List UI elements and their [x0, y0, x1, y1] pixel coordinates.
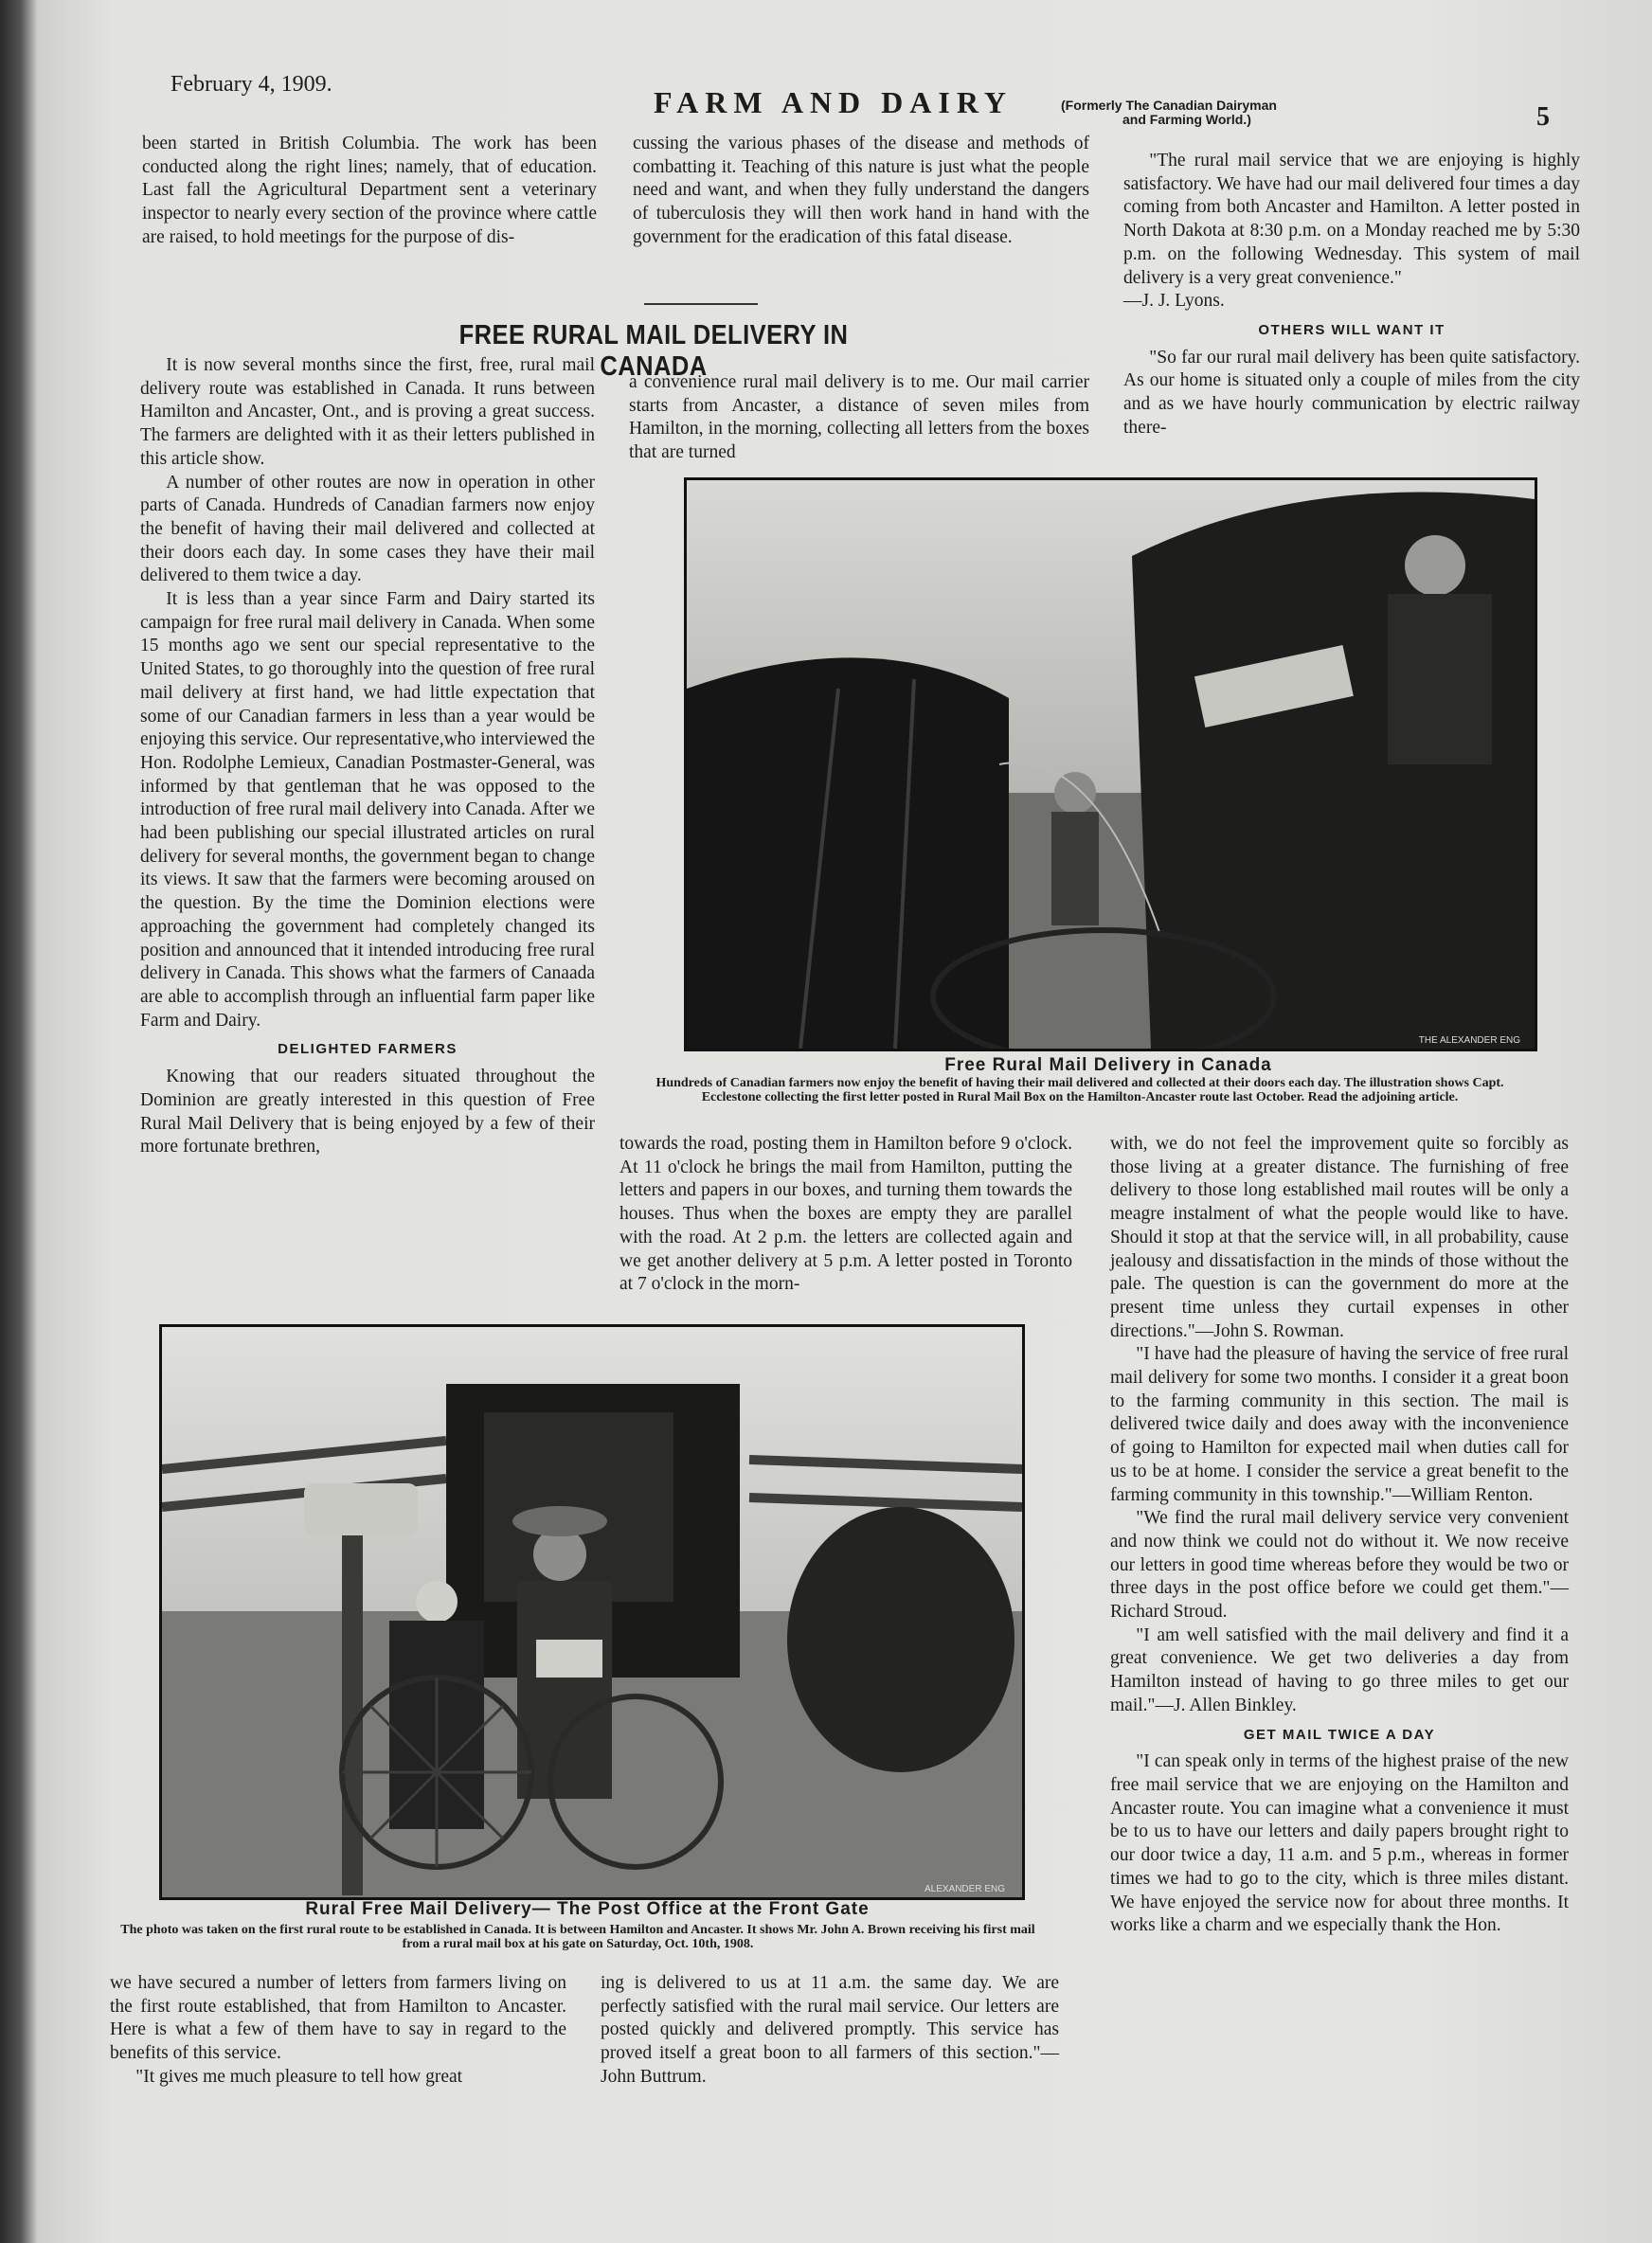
photo-mail-carrier-image	[687, 480, 1535, 1049]
article-col2-top-text: a convenience rural mail delivery is to me. Our mail carrier starts from Ancaster, a distance of seven miles from Hamilton, in the morning, collecting all letters from the boxes that are turned	[629, 372, 1089, 463]
top-col1	[142, 133, 597, 250]
photo1-caption: Hundreds of Canadian farmers now enjoy the benefit of having their mail delivered and collected at their doors each day. The illustration shows Capt. Ecclestone collecting the first letter posted in Rural Mail Box on the Hamilton-Ancaster route last October. Read the adjoining article.	[655, 1076, 1504, 1104]
page-date: February 4, 1909.	[171, 72, 332, 97]
top-col1-text: been started in British Columbia. The work has been conducted along the right lines; namely, that of education. Last fall the Agricultural Department sent a veterinary inspector to nearly every section of the province where cattle are raised, to hold meetings for the purpose of dis-	[142, 134, 597, 247]
top-col3	[1123, 150, 1580, 440]
subhead-others-will-want-it: OTHERS WILL WANT IT	[1258, 321, 1446, 338]
top-col2-text: cussing the various phases of the disease and methods of combatting it. Teaching of this nature is just what the people need and want, and when they fully understand the dangers of tuberculosis they will then work hand in hand with the government for the eradication of this fatal disease.	[633, 134, 1089, 247]
masthead-formerly	[1061, 99, 1277, 127]
bottom-col1-p1: we have secured a number of letters from farmers living on the first route established, that from Hamilton to Ancaster. Here is what a few of them have to say in regard to the benefits of this service.	[110, 1973, 566, 2064]
bottom-col1-p2: "It gives me much pleasure to tell how great	[135, 2066, 463, 2087]
photo1-credit: THE ALEXANDER ENG	[1418, 1035, 1520, 1046]
article-p4: Knowing that our readers situated throughout the Dominion are greatly interested in this question of Free Rural Mail Delivery that is being enjoyed by a few of their more fortunate brethren,	[140, 1067, 595, 1157]
article-p1: It is now several months since the first, free, rural mail delivery route was established in Canada. It runs between Hamilton and Ancaster, Ont., and is proving a great success. The farmers are delighted with it as their letters published in this article show.	[140, 355, 595, 469]
hon-letter: "I can speak only in terms of the highest praise of the new free mail service that we are enjoying on the Hamilton and Ancaster route. You can imagine what a convenience it must be to us to have our letters and daily papers brought right to our door twice a day, 11 a.m. and 5 p.m., whereas in former times we had to go to the city, which is three miles distant. We have enjoyed the service now for about three months. It works like a charm and we especially thank the Hon.	[1110, 1751, 1569, 1936]
lyons-letter: "The rural mail service that we are enjoying is highly satisfactory. We have had our mail delivered four times a day coming from both Ancaster and Hamilton. A letter posted in North Dakota at 8:30 p.m. on a Monday reached me by 5:30 p.m. on the following Wednesday. This system of mail delivery is a very great convenience."	[1123, 151, 1580, 288]
bottom-col1	[110, 1972, 566, 2090]
rowman-letter: with, we do not feel the improvement quite so forcibly as those living at a greater distance. The furnishing of free delivery to those long established mail routes will be only a meagre instalment of what the people would like to have. Should it stop at that the service will, in all probability, cause jealousy and dissatisfaction in the minds of those without the pale. The question is can the government do more at the present time unless they curtail expenses in other directions."—John S. Rowman.	[1110, 1134, 1569, 1341]
article-col2-mid	[620, 1133, 1072, 1297]
formerly-line2: and Farming World.)	[1122, 112, 1251, 127]
others-letter: "So far our rural mail delivery has been quite satisfactory. As our home is situated only a couple of miles from the city and as we have hourly communication by electric railway there-	[1123, 347, 1580, 438]
divider-rule	[644, 303, 758, 305]
lyons-signature: —J. J. Lyons.	[1123, 291, 1225, 312]
masthead: FARM AND DAIRY	[654, 85, 1013, 119]
stroud-letter: "We find the rural mail delivery service very convenient and now think we could not do without it. We now receive our letters in good time whereas before they would be two or three days in the post office before we could get them."—Richard Stroud.	[1110, 1508, 1569, 1623]
top-col2	[633, 133, 1089, 250]
bottom-col2-text: ing is delivered to us at 11 a.m. the same day. We are perfectly satisfied with the rural mail service. Our letters are posted quickly and delivered promptly. This service has proved itself a great boon to all farmers of this section."—John Buttrum.	[601, 1973, 1059, 2087]
photo2-credit: ALEXANDER ENG	[924, 1884, 1005, 1894]
photo-mail-carrier	[684, 477, 1537, 1051]
article-col2-mid-text: towards the road, posting them in Hamilton before 9 o'clock. At 11 o'clock he brings the mail from Hamilton, putting the letters and papers in our boxes, and turning them towards the houses. Thus when the boxes are empty they are parallel with the road. At 2 p.m. the letters are collected again and we get another delivery at 5 p.m. A letter posted in Toronto at 7 o'clock in the morn-	[620, 1134, 1072, 1295]
article-title: FREE RURAL MAIL DELIVERY IN CANADA	[458, 320, 849, 382]
bottom-col2	[601, 1972, 1059, 2090]
page-number: 5	[1536, 102, 1550, 132]
renton-letter: "I have had the pleasure of having the service of free rural mail delivery for some two months. I consider it a great boon to the farming community in this section. The mail is delivered twice daily and does away with the inconvenience of going to Hamilton for expected mail when duties call for us to be at home. I consider the service a great benefit to the farming community in this township."—William Renton.	[1110, 1344, 1569, 1505]
subhead-get-mail-twice: GET MAIL TWICE A DAY	[1243, 1726, 1436, 1743]
article-p2: A number of other routes are now in operation in other parts of Canada. Hundreds of Canadian farmers now enjoy the benefit of having their mail delivered and collected at their doors each day. In some cases they have their mail delivered to them twice a day.	[140, 472, 595, 586]
binkley-letter: "I am well satisfied with the mail delivery and find it a great convenience. We get two deliveries a day from Hamilton instead of having to go three miles to get our mail."—J. Allen Binkley.	[1110, 1624, 1569, 1715]
article-col3	[1110, 1133, 1569, 1938]
article-col2-top	[629, 371, 1089, 465]
subhead-delighted-farmers: DELIGHTED FARMERS	[278, 1041, 458, 1058]
article-col1	[140, 354, 595, 1159]
photo2-caption: The photo was taken on the first rural route to be established in Canada. It is between Hamilton and Ancaster. It shows Mr. John A. Brown receiving his first mail from a rural mail box at his gate on Saturday, Oct. 10th, 1908.	[120, 1923, 1035, 1951]
photo-front-gate	[159, 1324, 1025, 1900]
photo1-title: Free Rural Mail Delivery in Canada	[944, 1055, 1272, 1075]
photo2-title: Rural Free Mail Delivery— The Post Office at the Front Gate	[305, 1899, 870, 1919]
formerly-line1: (Formerly The Canadian Dairyman	[1061, 98, 1277, 113]
article-p3: It is less than a year since Farm and Dairy started its campaign for free rural mail delivery in Canada. When some 15 months ago we sent our special representative to the United States, to go thoroughly into the question of free rural mail delivery at first hand, we had little expectation that some of our Canadian farmers in less than a year would be enjoying this service. Our representative,who interviewed the Hon. Rodolphe Lemieux, Canadian Postmaster-General, was informed by that gentleman that he was opposed to the introduction of free rural mail delivery into Canada. After we had been publishing our special illustrated articles on rural delivery for several months, the government began to change its views. It saw that the farmers were becoming aroused on the question. By the time the Dominion elections were approaching the government had completely changed its position and announced that it intended introducing free rural delivery in Canada. This shows what the farmers of Canaada are able to accomplish through an influential farm paper like Farm and Dairy.	[140, 589, 595, 1031]
photo-front-gate-image	[162, 1327, 1022, 1897]
